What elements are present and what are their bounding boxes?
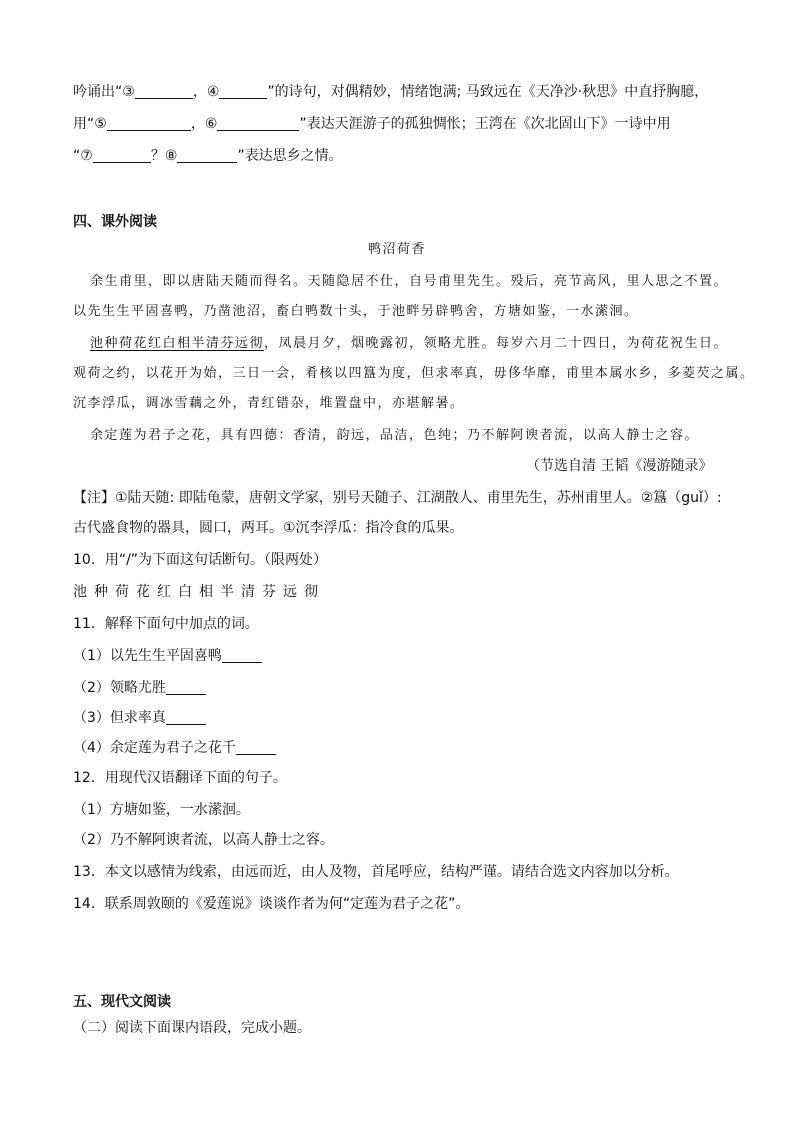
text: ， — [190, 116, 205, 132]
question-11: 11．解释下面句中加点的词。 — [73, 616, 259, 632]
question-12-2: （2）乃不解阿谀者流，以高人静士之容。 — [73, 832, 334, 848]
poetry-line-1 — [73, 82, 708, 102]
question-12: 12．用现代汉语翻译下面的句子。 — [73, 770, 287, 786]
blank-number-4: ④ — [206, 84, 220, 100]
passage-source: （节选自清 王韬《漫游随录》 — [526, 458, 713, 474]
blank-number-3: ③ — [122, 84, 135, 100]
answer-blank-7[interactable] — [93, 147, 151, 163]
answer-blank-3[interactable] — [135, 83, 193, 99]
text: ”表达天涯游子的孤独惆怅；王湾在《次北固山下》一诗中用 — [299, 116, 671, 132]
note-line-2: 古代盛食物的器具，圆口，两耳。①沉李浮瓜：指冷食的瓜果。 — [73, 520, 464, 536]
answer-blank[interactable] — [166, 709, 206, 725]
text: 用“ — [73, 116, 95, 132]
passage-p2-line-3: 沉李浮瓜，调冰雪藕之外，青红错杂，堆置盘中，亦堪解暑。 — [73, 396, 465, 411]
question-11-2 — [73, 678, 206, 698]
text: 吟诵出“ — [73, 84, 123, 100]
passage-p1-line-1: 余生甫里，即以唐陆天随而得名。天随隐居不仕，自号甫里先生。殁后，亮节高风，里人思之不置。 — [90, 274, 729, 289]
question-10-text: 池种荷花红白相半清芬远彻 — [73, 584, 325, 600]
text: ，凤晨月夕，烟晚露初，领略尤胜。每岁六月二十四日，为荷花祝生日。 — [264, 336, 729, 351]
text: ， — [192, 84, 207, 100]
question-14: 14．联系周敦颐的《爱莲说》谈谈作者为何“定莲为君子之花”。 — [73, 896, 470, 912]
section-heading-4: 四、课外阅读 — [73, 214, 157, 230]
text: （2）领略尤胜 — [73, 680, 166, 696]
note-line-1: 【注】①陆天随: 即陆龟蒙，唐朝文学家，别号天随子、江湖散人、甫里先生，苏州甫里人。②簋（guǐ）: — [73, 490, 722, 506]
text: ？ — [150, 148, 165, 164]
text: （1）以先生生平固喜鸭 — [73, 648, 222, 664]
passage-p2-line-1 — [90, 334, 728, 354]
passage-p3: 余定莲为君子之花，具有四德：香清，韵远，品洁，色纯；乃不解阿谀者流，以高人静士之容。 — [90, 428, 700, 443]
answer-blank-6[interactable] — [217, 115, 299, 131]
answer-blank[interactable] — [166, 679, 206, 695]
text: ”的诗句，对偶精妙，情绪饱满; 马致远在《天净沙·秋思》中直抒胸臆， — [267, 84, 709, 100]
answer-blank[interactable] — [222, 647, 262, 663]
poetry-line-2 — [73, 114, 671, 134]
blank-number-6: ⑥ — [204, 116, 218, 132]
blank-number-7: ⑦ — [80, 148, 93, 164]
question-10: 10．用“/”为下面这句话断句。（限两处） — [73, 552, 328, 568]
blank-number-8: ⑧ — [164, 148, 178, 164]
question-11-1 — [73, 646, 262, 666]
poetry-line-3 — [73, 146, 343, 166]
passage-p1-line-2: 以先生生平固喜鸭，乃凿池沼，畜白鸭数十头，于池畔另辟鸭舍，方塘如鉴，一水潆洄。 — [73, 304, 639, 319]
answer-blank[interactable] — [236, 739, 276, 755]
underlined-sentence: 池种荷花红白相半清芬远彻 — [90, 336, 265, 351]
section-heading-5: 五、现代文阅读 — [73, 994, 171, 1010]
question-12-1: （1）方塘如鉴，一水潆洄。 — [73, 802, 250, 818]
passage-p2-line-2: 观荷之约，以花开为始，三日一会，肴核以四簋为度，但求率真，毋侈华靡，甫里本属水乡，多菱芡之属。 — [73, 366, 755, 381]
answer-blank-5[interactable] — [107, 115, 191, 131]
passage-title: 鸭沼荷香 — [367, 242, 426, 257]
blank-number-5: ⑤ — [94, 116, 107, 132]
text: （4）余定莲为君子之花千 — [73, 740, 236, 756]
question-11-4 — [73, 738, 276, 758]
text: “ — [73, 148, 81, 164]
answer-blank-8[interactable] — [177, 147, 237, 163]
text: ”表达思乡之情。 — [237, 148, 343, 164]
question-11-3 — [73, 708, 206, 728]
question-13: 13．本文以感情为线索，由远而近，由人及物，首尾呼应，结构严谨。请结合选文内容加以分析。 — [73, 864, 679, 880]
answer-blank-4[interactable] — [219, 83, 267, 99]
text: （3）但求率真 — [73, 710, 166, 726]
section-5-intro: （二）阅读下面课内语段，完成小题。 — [73, 1020, 311, 1036]
